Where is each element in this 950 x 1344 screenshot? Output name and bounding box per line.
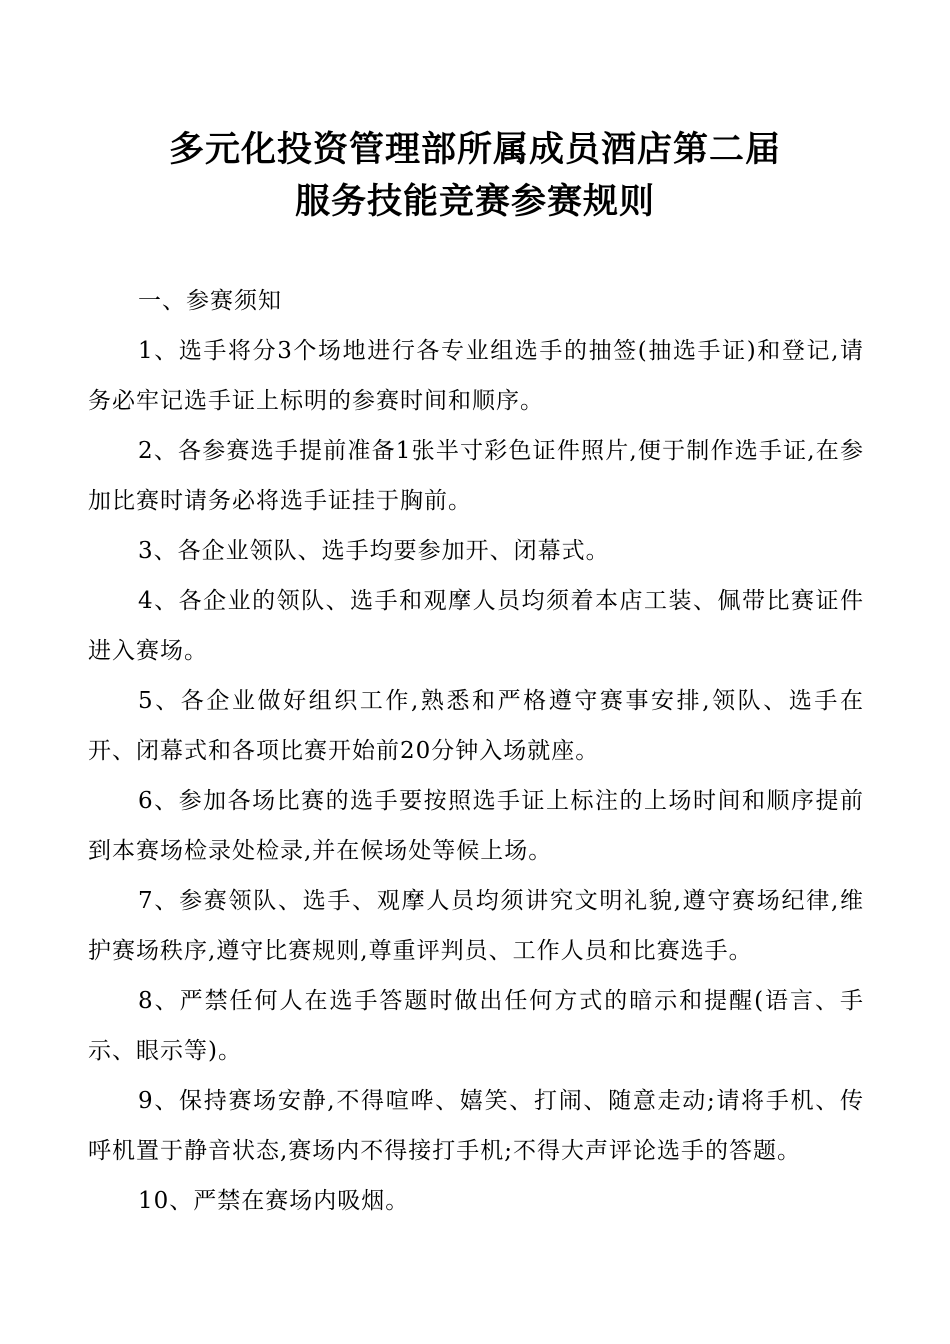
rule-item-3: 3、各企业领队、选手均要参加开、闭幕式。 [138, 538, 610, 564]
document-title-line-2: 服务技能竞赛参赛规则 [294, 182, 655, 222]
rule-item-7: 7、参赛领队、选手、观摩人员均须讲究文明礼貌,遵守赛场纪律,维护赛场秩序,遵守比赛规则,尊重评判员、工作人员和比赛选手。 [88, 888, 864, 964]
document-title-line-1: 多元化投资管理部所属成员酒店第二届 [168, 130, 781, 170]
document-body [88, 276, 864, 1226]
rule-item-4: 4、各企业的领队、选手和观摩人员均须着本店工装、佩带比赛证件进入赛场。 [88, 588, 864, 664]
rule-item-8: 8、严禁任何人在选手答题时做出任何方式的暗示和提醒(语言、手示、眼示等)。 [88, 988, 864, 1064]
rule-item-9: 9、保持赛场安静,不得喧哗、嬉笑、打闹、随意走动;请将手机、传呼机置于静音状态,赛场内不得接打手机;不得大声评论选手的答题。 [88, 1088, 864, 1164]
rule-item-1: 1、选手将分3个场地进行各专业组选手的抽签(抽选手证)和登记,请务必牢记选手证上标明的参赛时间和顺序。 [88, 338, 864, 414]
section-heading: 一、参赛须知 [138, 288, 282, 314]
rule-item-2: 2、各参赛选手提前准备1张半寸彩色证件照片,便于制作选手证,在参加比赛时请务必将选手证挂于胸前。 [88, 438, 864, 514]
rule-item-5: 5、各企业做好组织工作,熟悉和严格遵守赛事安排,领队、选手在开、闭幕式和各项比赛开始前20分钟入场就座。 [88, 688, 864, 764]
rule-item-10: 10、严禁在赛场内吸烟。 [138, 1188, 410, 1214]
rule-item-6: 6、参加各场比赛的选手要按照选手证上标注的上场时间和顺序提前到本赛场检录处检录,并在候场处等候上场。 [88, 788, 864, 864]
